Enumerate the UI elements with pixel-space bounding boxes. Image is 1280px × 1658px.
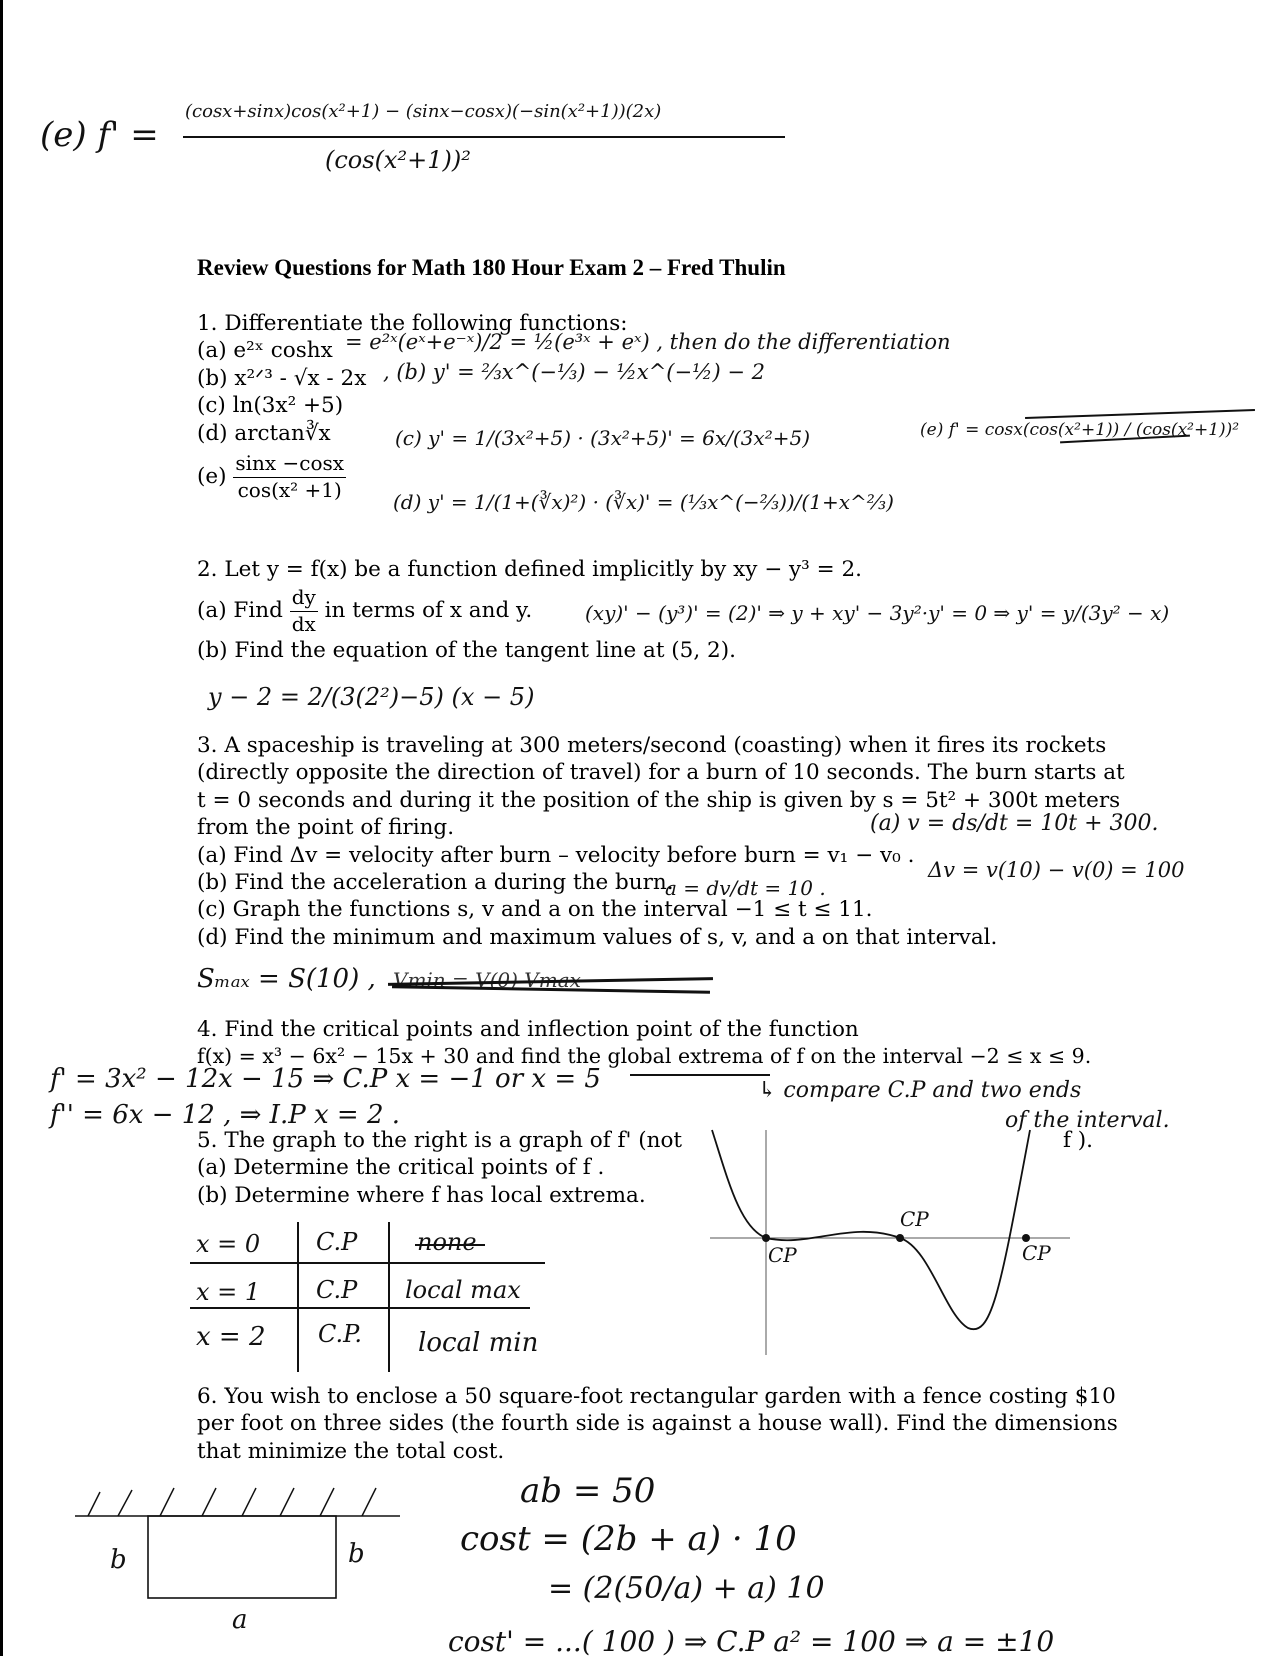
q1-e-numerator: sinx −cosx	[233, 451, 346, 478]
q2-a-numerator: dy	[290, 585, 318, 612]
q3-b: (b) Find the acceleration a during the burn.	[197, 870, 674, 896]
q1-hand-b: , (b) y' = ⅔x^(−⅓) − ½x^(−½) − 2	[383, 360, 765, 384]
q5-table-divider-2	[388, 1222, 390, 1372]
q3-l2: (directly opposite the direction of travel) for a burn of 10 seconds. The burn starts at	[197, 760, 1125, 786]
graph-point-2	[896, 1234, 904, 1242]
q2-b: (b) Find the equation of the tangent line at (5, 2).	[197, 638, 736, 664]
q5-row-0-type-strike	[415, 1244, 485, 1246]
q4-hand-arrow-line	[630, 1074, 770, 1076]
q5-row-0-type: none	[417, 1228, 477, 1256]
q3-hand-a1: (a) v = ds/dt = 10t + 300.	[870, 811, 1159, 836]
q5-row-2-cp: C.P.	[318, 1320, 363, 1348]
graph-label-2: CP	[900, 1207, 929, 1231]
q1-e-denominator: cos(x² +1)	[237, 477, 342, 502]
q5-table-rule-2	[190, 1307, 530, 1309]
side-b-right: b	[348, 1539, 365, 1569]
q2-stem: 2. Let y = f(x) be a function defined implicitly by xy − y³ = 2.	[197, 557, 862, 582]
q5-row-0-x: x = 0	[196, 1230, 261, 1258]
q6-hand-l3: = (2(50/a) + a) 10	[548, 1571, 825, 1606]
q5-l1-end: f ).	[1063, 1128, 1094, 1153]
q2-hand-b: y − 2 = 2/(3(2²)−5) (x − 5)	[208, 683, 535, 711]
q3-l1: 3. A spaceship is traveling at 300 meters/second (coasting) when it fires its rockets	[197, 733, 1107, 758]
top-note-denominator: (cos(x²+1))²	[325, 146, 471, 174]
q5-l1: 5. The graph to the right is a graph of f' (not	[197, 1128, 683, 1153]
q1-b: (b) x²ᐟ³ - √x - 2x	[197, 365, 367, 391]
q3-hand-d-struck: Vmin = V(0) Vmax	[393, 968, 581, 992]
q3-hand-a2: Δv = v(10) − v(0) = 100	[928, 858, 1185, 882]
q1-hand-e-strike-1	[1025, 409, 1255, 419]
side-a: a	[232, 1605, 248, 1632]
q5-a: (a) Determine the critical points of f .	[197, 1155, 605, 1181]
garden-rectangle	[148, 1516, 336, 1598]
q2-a-denominator: dx	[291, 611, 316, 636]
q4-hand-l2: f'' = 6x − 12 , ⇒ I.P x = 2 .	[50, 1100, 401, 1130]
q1-hand-e: (e) f' = cosx(cos(x²+1)) / (cos(x²+1))²	[920, 420, 1240, 440]
q5-row-1-x: x = 1	[196, 1278, 261, 1306]
graph-label-3: CP	[1022, 1241, 1051, 1265]
q6-hand-l2: cost = (2b + a) · 10	[460, 1519, 797, 1559]
q1-hand-a: = e²ˣ(eˣ+e⁻ˣ)/2 = ½(e³ˣ + eˣ) , then do the differentiation	[345, 330, 951, 354]
q1-stem: 1. Differentiate the following functions:	[197, 311, 628, 336]
q2-hand-a: (xy)' − (y³)' = (2)' ⇒ y + xy' − 3y²·y' = 0 ⇒ y' = y/(3y² − x)	[585, 601, 1170, 625]
q3-hand-d: Sₘₐₓ = S(10) ,	[197, 964, 376, 994]
q1-a: (a) e²ˣ coshx	[197, 338, 333, 364]
q4-stem: 4. Find the critical points and inflection point of the function	[197, 1017, 859, 1042]
q6-hand-l4: cost' = ...( 100 ) ⇒ C.P a² = 100 ⇒ a = ±10	[448, 1625, 1055, 1658]
q5-row-0-cp: C.P	[316, 1228, 358, 1256]
question-3	[197, 732, 1125, 951]
q6-garden-sketch	[70, 1472, 430, 1632]
q4-l2: f(x) = x³ − 6x² − 15x + 30 and find the global extrema of f on the interval −2 ≤ x ≤ 9.	[197, 1044, 1092, 1069]
q3-l3: t = 0 seconds and during it the position of the ship is given by s = 5t² + 300t meters	[197, 787, 1121, 813]
q3-c: (c) Graph the functions s, v and a on the interval −1 ≤ t ≤ 11.	[197, 897, 873, 923]
q3-d: (d) Find the minimum and maximum values of s, v, and a on that interval.	[197, 924, 998, 950]
question-5	[197, 1127, 682, 1209]
side-b-left: b	[110, 1545, 127, 1575]
question-4	[197, 1016, 1091, 1070]
q6-l2: per foot on three sides (the fourth side is against a house wall). Find the dimensions	[197, 1411, 1118, 1437]
q1-d: (d) arctan∛x	[197, 420, 331, 446]
q5-b: (b) Determine where f has local extrema.	[197, 1182, 646, 1208]
q2-a-pre: (a) Find	[197, 598, 283, 624]
scan-edge	[0, 0, 3, 1656]
page-title: Review Questions for Math 180 Hour Exam 2 – Fred Thulin	[197, 255, 786, 280]
q3-a: (a) Find Δv = velocity after burn – velocity before burn = v₁ − v₀ .	[197, 842, 915, 868]
q5-table-divider-1	[297, 1222, 299, 1372]
q1-hand-d: (d) y' = 1/(1+(∛x)²) · (∛x)' = (⅓x^(−⅔))/(1+x^⅔)	[393, 490, 894, 514]
q4-hand-r1: ↳ compare C.P and two ends	[758, 1078, 1082, 1103]
q3-l4: from the point of firing.	[197, 815, 455, 841]
q6-l3: that minimize the total cost.	[197, 1438, 505, 1464]
q4-hand-l1: f' = 3x² − 12x − 15 ⇒ C.P x = −1 or x = 5	[50, 1064, 601, 1094]
q5-row-1-type: local max	[405, 1276, 521, 1304]
q1-hand-c: (c) y' = 1/(3x²+5) · (3x²+5)' = 6x/(3x²+5)	[395, 426, 811, 450]
wall-hatching	[88, 1488, 376, 1516]
graph-label-1: CP	[768, 1243, 797, 1267]
question-6	[197, 1383, 1118, 1465]
top-note-fraction-bar	[183, 136, 785, 138]
graph-point-1	[762, 1234, 770, 1242]
q6-l1: 6. You wish to enclose a 50 square-foot rectangular garden with a fence costing $10	[197, 1384, 1116, 1409]
q4-hand-r2: of the interval.	[1005, 1108, 1170, 1133]
graph-curve	[712, 1130, 1030, 1329]
top-note-numerator: (cosx+sinx)cos(x²+1) − (sinx−cosx)(−sin(x²+1))(2x)	[185, 101, 662, 122]
q1-c: (c) ln(3x² +5)	[197, 393, 344, 419]
q5-row-2-type: local min	[418, 1328, 539, 1358]
q6-hand-l1: ab = 50	[520, 1471, 656, 1511]
q5-row-2-x: x = 2	[196, 1322, 266, 1352]
q3-hand-b: a = dv/dt = 10 .	[665, 876, 826, 900]
q5-derivative-graph	[700, 1110, 1080, 1360]
q1-e-label: (e)	[197, 464, 227, 490]
top-note-label: (e) f' =	[40, 115, 159, 155]
q5-table-rule-1	[190, 1262, 545, 1264]
q2-a-post: in terms of x and y.	[324, 598, 533, 624]
q5-row-1-cp: C.P	[316, 1276, 358, 1304]
